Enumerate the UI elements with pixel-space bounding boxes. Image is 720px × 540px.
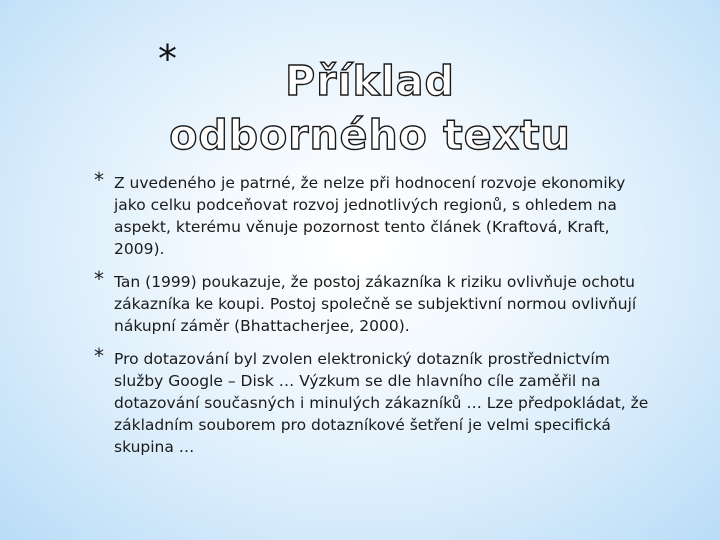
paragraph-text: Tan (1999) poukazuje, že postoj zákazníka k riziku ovlivňuje ochotu zákazníka ke koupi. Postoj společně se subjektivní normou ovlivňují nákupní záměr (Bhattacherjee, 2000).: [114, 273, 637, 335]
paragraph-item: [94, 267, 654, 337]
paragraph-item: [94, 344, 654, 458]
paragraph-text: Pro dotazování byl zvolen elektronický dotazník prostřednictvím služby Google – Disk … Výzkum se dle hlavního cíle zaměřil na dotazování současných i minulých zákazníků … Lze předpokládat, že základním souborem pro dotazníkové šetření je velmi specifická skupina …: [114, 350, 649, 456]
title-area: [150, 37, 590, 162]
asterisk-bullet-icon: *: [94, 267, 104, 291]
asterisk-bullet-icon: *: [94, 344, 104, 368]
paragraph-item: [94, 168, 654, 260]
paragraph-text: Z uvedeného je patrné, že nelze při hodnocení rozvoje ekonomiky jako celku podceňovat rozvoj jednotlivých regionů, s ohledem na aspekt, kterému věnuje pozornost tento článek (Kraftová, Kraft, 2009).: [114, 174, 626, 258]
slide-title: Příklad odborného textu: [169, 57, 571, 159]
slide-body: [94, 168, 654, 469]
title-asterisk-icon: *: [158, 37, 177, 81]
asterisk-bullet-icon: *: [94, 168, 104, 192]
